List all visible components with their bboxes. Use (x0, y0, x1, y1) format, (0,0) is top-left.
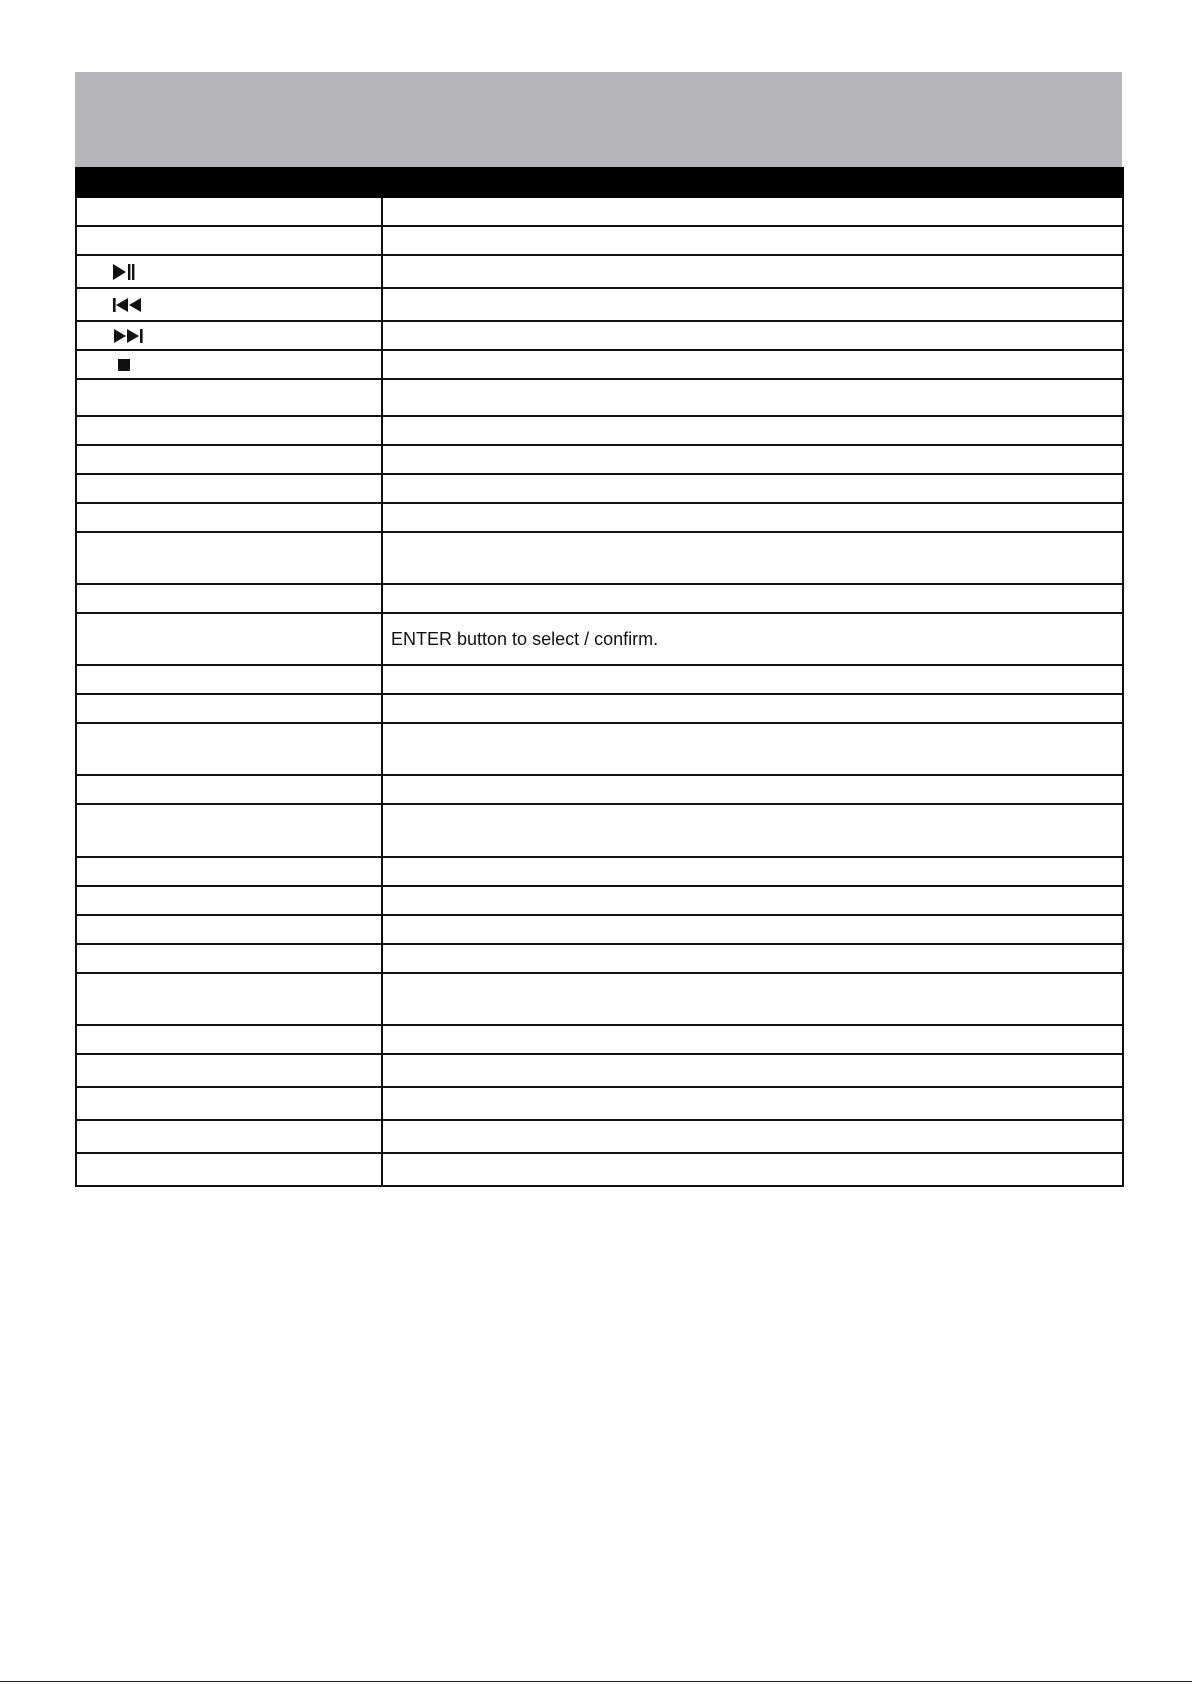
description-cell (382, 973, 1123, 1025)
table-row (76, 1087, 1123, 1120)
description-cell (382, 416, 1123, 445)
description-cell (382, 503, 1123, 532)
button-name-cell (76, 694, 382, 723)
table-row (76, 886, 1123, 915)
button-name-cell (76, 886, 382, 915)
description-cell (382, 197, 1123, 226)
button-name-cell (76, 226, 382, 255)
description-cell (382, 474, 1123, 503)
table-row (76, 694, 1123, 723)
table-row (76, 197, 1123, 226)
description-cell (382, 694, 1123, 723)
table-row (76, 915, 1123, 944)
description-cell (382, 1054, 1123, 1087)
button-name-cell (76, 613, 382, 665)
description-cell (382, 321, 1123, 350)
button-function-table (75, 167, 1124, 1187)
table-row (76, 665, 1123, 694)
button-name-cell (76, 416, 382, 445)
button-name-cell (76, 944, 382, 973)
table-header-row (76, 168, 1123, 197)
button-name-cell (76, 857, 382, 886)
button-name-cell (76, 1153, 382, 1186)
button-name-cell (76, 915, 382, 944)
description-cell (382, 255, 1123, 288)
button-name-cell (76, 973, 382, 1025)
button-name-cell (76, 350, 382, 379)
description-cell (382, 1120, 1123, 1153)
next-track-icon (113, 329, 143, 343)
button-name-cell (76, 1025, 382, 1054)
button-name-cell (76, 665, 382, 694)
table-row (76, 1025, 1123, 1054)
stop-icon (118, 359, 130, 371)
table-row (76, 775, 1123, 804)
button-name-cell (76, 379, 382, 416)
description-cell (382, 1025, 1123, 1054)
description-cell (382, 288, 1123, 321)
button-name-cell (76, 321, 382, 350)
button-name-cell (76, 1087, 382, 1120)
button-name-cell (76, 255, 382, 288)
description-cell (382, 584, 1123, 613)
button-name-cell (76, 532, 382, 584)
previous-track-icon (113, 298, 143, 312)
table-row (76, 584, 1123, 613)
table-row (76, 1054, 1123, 1087)
table-row (76, 723, 1123, 775)
button-name-cell (76, 584, 382, 613)
table-row (76, 503, 1123, 532)
table-row (76, 416, 1123, 445)
table-row (76, 1153, 1123, 1186)
table-row (76, 804, 1123, 857)
description-cell (382, 1153, 1123, 1186)
table-row (76, 321, 1123, 350)
column-header-function (382, 168, 1123, 197)
description-cell (382, 804, 1123, 857)
button-name-cell (76, 723, 382, 775)
description-cell (382, 1087, 1123, 1120)
table-row (76, 474, 1123, 503)
table-row (76, 973, 1123, 1025)
table-row (76, 288, 1123, 321)
table-row (76, 226, 1123, 255)
table-row (76, 255, 1123, 288)
button-name-cell (76, 1054, 382, 1087)
description-cell (382, 723, 1123, 775)
table-row (76, 613, 1123, 665)
description-cell (382, 350, 1123, 379)
table-row (76, 532, 1123, 584)
play-pause-icon (113, 264, 135, 280)
description-cell (382, 886, 1123, 915)
description-cell (382, 915, 1123, 944)
button-name-cell (76, 804, 382, 857)
description-cell (382, 226, 1123, 255)
description-cell (382, 775, 1123, 804)
description-cell (382, 665, 1123, 694)
button-name-cell (76, 288, 382, 321)
table-row (76, 445, 1123, 474)
button-name-cell (76, 474, 382, 503)
column-header-button (76, 168, 382, 197)
button-name-cell (76, 503, 382, 532)
table-row (76, 379, 1123, 416)
description-cell (382, 445, 1123, 474)
description-cell (382, 944, 1123, 973)
section-banner (75, 72, 1122, 167)
description-cell (382, 857, 1123, 886)
button-name-cell (76, 197, 382, 226)
table-row (76, 944, 1123, 973)
button-name-cell (76, 1120, 382, 1153)
table-row (76, 1120, 1123, 1153)
button-name-cell (76, 775, 382, 804)
table-row (76, 857, 1123, 886)
description-cell (382, 379, 1123, 416)
table-row (76, 350, 1123, 379)
description-cell: ENTER button to select / confirm. (382, 613, 1123, 665)
description-cell (382, 532, 1123, 584)
button-name-cell (76, 445, 382, 474)
page-bottom-rule (0, 1681, 1192, 1682)
function-table-sheet (75, 72, 1122, 1187)
